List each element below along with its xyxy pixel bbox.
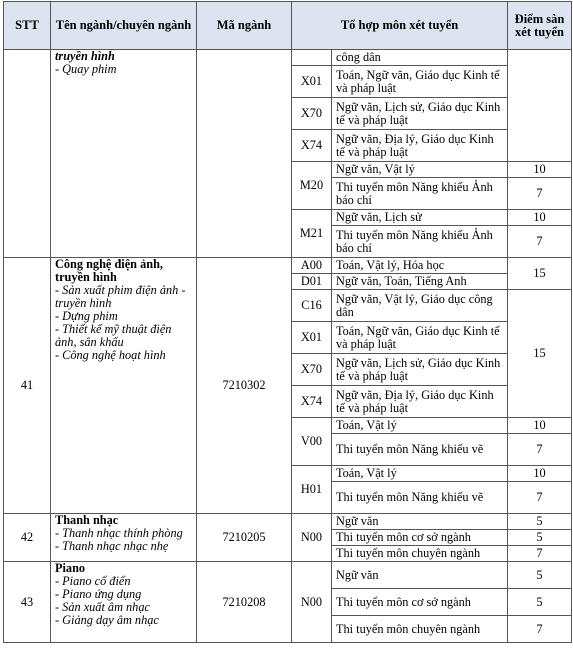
combo-code-cell: X70	[292, 354, 332, 386]
combo-code-cell	[292, 50, 332, 66]
score-cell: 7	[508, 434, 572, 466]
subject-cell: Ngữ văn	[332, 514, 508, 530]
header-stt: STT	[4, 2, 51, 50]
subject-cell: Ngữ văn, Lịch sử	[332, 210, 508, 226]
score-cell: 7	[508, 546, 572, 562]
score-cell: 5	[508, 514, 572, 530]
combo-code-cell: X74	[292, 386, 332, 418]
score-cell: 15	[508, 290, 572, 418]
score-cell: 10	[508, 210, 572, 226]
major-cell-prev	[51, 50, 197, 258]
score-cell: 5	[508, 562, 572, 589]
subject-cell: Toán, Ngữ văn, Giáo dục Kinh tế và pháp luật	[332, 66, 508, 98]
header-code: Mã ngành	[197, 2, 292, 50]
subject-cell: Ngữ văn, Địa lý, Giáo dục Kinh tế và pháp luật	[332, 386, 508, 418]
subject-cell: Thi tuyển môn chuyên ngành	[332, 546, 508, 562]
subject-cell: công dân	[332, 50, 508, 66]
subject-cell: Ngữ văn, Vật lý, Giáo dục công dân	[332, 290, 508, 322]
combo-code-cell: X01	[292, 66, 332, 98]
score-cell: 15	[508, 258, 572, 290]
combo-code-cell: N00	[292, 514, 332, 562]
subject-cell: Ngữ văn, Lịch sử, Giáo dục Kinh tế và pháp luật	[332, 354, 508, 386]
subject-cell: Thi tuyển môn cơ sở ngành	[332, 530, 508, 546]
subject-cell: Toán, Ngữ văn, Giáo dục Kinh tế và pháp luật	[332, 322, 508, 354]
score-cell: 10	[508, 466, 572, 482]
subject-cell: Thi tuyển môn chuyên ngành	[332, 616, 508, 643]
major-sub: - Sản xuất phim điện ảnh - truyền hình	[55, 283, 186, 310]
subject-cell: Toán, Vật lý, Hóa học	[332, 258, 508, 274]
subject-cell: Ngữ văn, Vật lý	[332, 162, 508, 178]
major-cell	[51, 562, 197, 643]
code-cell-prev	[197, 50, 292, 258]
major-sub: - Thanh nhạc nhạc nhẹ	[55, 539, 169, 553]
combo-code-cell: X74	[292, 130, 332, 162]
code-cell: 7210302	[197, 258, 292, 514]
subject-cell: Thi tuyển môn Năng khiếu Ảnh báo chí	[332, 226, 508, 258]
score-cell	[508, 50, 572, 162]
combo-code-cell: X70	[292, 98, 332, 130]
subject-cell: Thi tuyển môn Năng khiếu vẽ	[332, 434, 508, 466]
subject-cell: Ngữ văn, Địa lý, Giáo dục Kinh tế và pháp luật	[332, 130, 508, 162]
major-sub: - Công nghệ hoạt hình	[55, 348, 166, 362]
combo-code-cell: V00	[292, 418, 332, 466]
stt-cell: 41	[4, 258, 51, 514]
subject-cell: Thi tuyển môn cơ sở ngành	[332, 589, 508, 616]
major-sub-quay-phim: - Quay phim	[55, 62, 117, 76]
major-sub: - Piano ứng dụng	[55, 587, 142, 601]
stt-cell: 42	[4, 514, 51, 562]
code-cell: 7210208	[197, 562, 292, 643]
combo-code-cell: M20	[292, 162, 332, 210]
major-cell	[51, 258, 197, 514]
header-combo: Tổ hợp môn xét tuyển	[292, 2, 508, 50]
combo-code-cell: H01	[292, 466, 332, 514]
subject-cell: Ngữ văn, Toán, Tiếng Anh	[332, 274, 508, 290]
score-cell: 7	[508, 482, 572, 514]
major-sub: - Thiết kế mỹ thuật điện ảnh, sân khấu	[55, 322, 172, 349]
combo-code-cell: C16	[292, 290, 332, 322]
major-title: Thanh nhạc	[55, 513, 119, 527]
major-continuation-line: truyền hình	[55, 49, 115, 63]
admission-table	[3, 1, 572, 643]
combo-code-cell: A00	[292, 258, 332, 274]
subject-cell: Toán, Vật lý	[332, 466, 508, 482]
header-score: Điểm sàn xét tuyển	[508, 2, 572, 50]
subject-cell: Ngữ văn, Lịch sử, Giáo dục Kinh tế và pháp luật	[332, 98, 508, 130]
major-cell	[51, 514, 197, 562]
subject-cell: Thi tuyển môn Năng khiếu vẽ	[332, 482, 508, 514]
major-title: Piano	[55, 561, 86, 575]
combo-code-cell: N00	[292, 562, 332, 643]
major-sub: - Thanh nhạc thính phòng	[55, 526, 183, 540]
combo-code-cell: M21	[292, 210, 332, 258]
code-cell: 7210205	[197, 514, 292, 562]
major-sub: - Piano cổ điển	[55, 574, 131, 588]
stt-cell-prev	[4, 50, 51, 258]
subject-cell: Ngữ văn	[332, 562, 508, 589]
header-major: Tên ngành/chuyên ngành	[51, 2, 197, 50]
score-cell: 5	[508, 530, 572, 546]
combo-code-cell: D01	[292, 274, 332, 290]
major-sub: - Giảng dạy âm nhạc	[55, 613, 159, 627]
stt-cell: 43	[4, 562, 51, 643]
subject-cell: Thi tuyển môn Năng khiếu Ảnh báo chí	[332, 178, 508, 210]
score-cell: 5	[508, 589, 572, 616]
score-cell: 7	[508, 178, 572, 210]
score-cell: 7	[508, 226, 572, 258]
score-cell: 10	[508, 418, 572, 434]
major-sub: - Dựng phim	[55, 309, 118, 323]
subject-cell: Toán, Vật lý	[332, 418, 508, 434]
score-cell: 10	[508, 162, 572, 178]
combo-code-cell: X01	[292, 322, 332, 354]
major-title: Công nghệ điện ảnh, truyền hình	[55, 257, 163, 284]
score-cell: 7	[508, 616, 572, 643]
major-sub: - Sản xuất âm nhạc	[55, 600, 150, 614]
